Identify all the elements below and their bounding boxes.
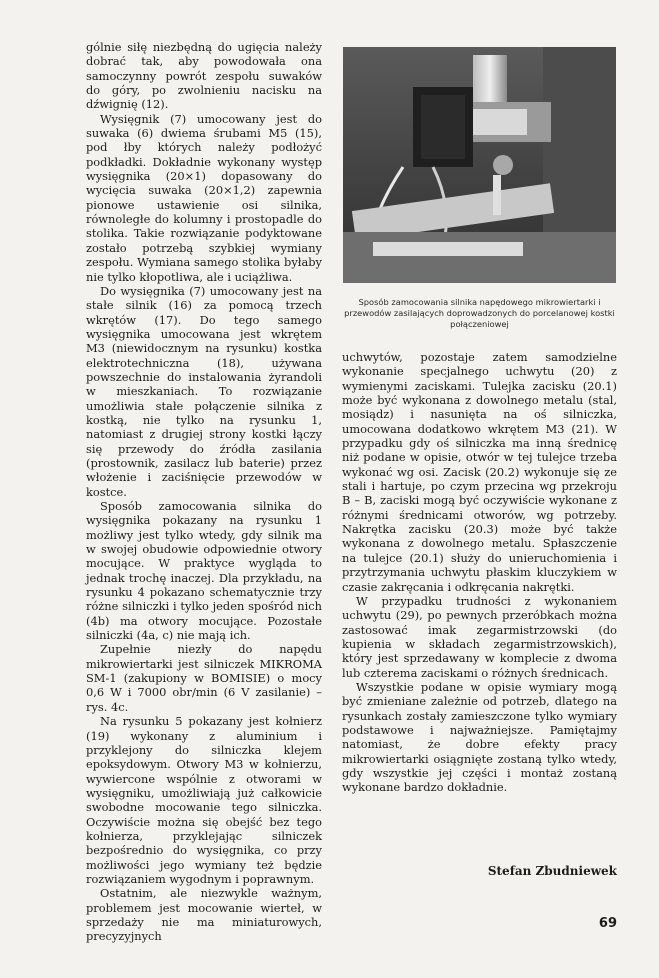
photo-caption: Sposób zamocowania silnika napędowego mikrowiertarki i przewodów zasilających doprowadzonych do porcelanowej kostki połączeniowej (344, 297, 615, 329)
paragraph: Wysięgnik (7) umocowany jest do suwaka (6) dwiema śrubami M5 (15), pod łby których należy podłożyć podkładki. Dokładnie wykonany występ wysięgnika (20×1) dopasowany do wycięcia suwaka (20×1,2) zapewnia pionowe ustawienie osi silnika, równoległe do kolumny i prostopadle do stolika. Takie rozwiązanie podyktowane zostało potrzebą szybkiej wymiany zespołu. Wymiana samego stolika byłaby nie tylko kłopotliwa, ale i uciążliwa. (86, 111, 322, 284)
paragraph: Wszystkie podane w opisie wymiary mogą być zmieniane zależnie od potrzeb, dlatego na rysunkach zostały zamieszczone tylko wymiary podstawowe i najważniejsze. Pamiętajmy natomiast, że dobre efekty pracy mikrowiertarki osiągnięte zostaną tylko wtedy, gdy wszystkie jej części i montaż zostaną wykonane bardzo dokładnie. (342, 679, 617, 795)
paragraph: uchwytów, pozostaje zatem samodzielne wykonanie specjalnego uchwytu (20) z wymienymi zaciskami. Tulejka zacisku (20.1) może być wykonana z dowolnego metalu (stal, mosiądz) i nasunięta na oś silniczka, umocowana dodatkowo wkrętem M3 (21). W przypadku gdy oś silniczka ma inną średnicę niż podane w opisie, otwór w tej tulejce trzeba wykonać wg osi. Zacisk (20.2) wykonuje się ze stali i hartuje, po czym przecina wg przekroju B – B, zaciski mogą być oczywiście wykonane z różnymi średnicami otworów, wg potrzeby. Nakrętka zacisku (20.3) może być także wykonana z dowolnego metalu. Spłaszczenie na tulejce (20.1) służy do unieruchomienia i przytrzymania uchwytu płaskim kluczykiem w czasie zakręcania i odkręcania nakrętki. (342, 350, 617, 594)
article-right-column (342, 350, 617, 795)
author-signature: Stefan Zbudniewek (487, 864, 617, 878)
photo-image (343, 47, 616, 283)
paragraph: Na rysunku 5 pokazany jest kołnierz (19) wykonany z aluminium i przyklejony do silniczka klejem epoksydowym. Otwory M3 w kołnierzu, wywiercone wspólnie z otworami w wysięgniku, umożliwiają już całkowicie swobodne mocowanie tego silniczka. Oczywiście można się obejść bez tego kołnierza, przyklejając silniczek bezpośrednio do wysięgnika, co przy możliwości jego wymiany też będzie rozwiązaniem wygodnym i poprawnym. (86, 714, 322, 886)
paragraph: W przypadku trudności z wykonaniem uchwytu (29), po pewnych przeróbkach można zastosować imak zegarmistrzowski (do kupienia w składach zegarmistrzowskich), który jest sprzedawany w komplecie z dwoma lub czterema zaciskami o różnych średnicach. (342, 593, 617, 680)
motor-mount-photo (343, 47, 616, 283)
page-number: 69 (598, 916, 617, 931)
paragraph: gólnie siłę niezbędną do ugięcia należy dobrać tak, aby powodowała ona samoczynny powrót zespołu suwaków do góry, po zwolnieniu nacisku na dźwignię (12). (86, 40, 322, 112)
paragraph: Do wysięgnika (7) umocowany jest na stałe silnik (16) za pomocą trzech wkrętów (17). Do tego samego wysięgnika umocowana jest wkrętem M3 (niewidocznym na rysunku) kostka elektrotechniczna (18), używana powszechnie do instalowania żyrandoli w mieszkaniach. To rozwiązanie umożliwia stałe połączenie silnika z kostką, nie tylko na rysunku 1, natomiast z drugiej strony kostki łączy się przewody do źródła zasilania (prostownik, zasilacz lub baterie) przez włożenie i zaciśnięcie przewodów w kostce. (86, 283, 322, 499)
article-left-column (86, 40, 322, 944)
paragraph: Ostatnim, ale niezwykle ważnym, problemem jest mocowanie wierteł, w sprzedaży nie ma miniaturowych, precyzyjnych (86, 886, 322, 944)
paragraph: Zupełnie niezły do napędu mikrowiertarki jest silniczek MIKROMA SM-1 (zakupiony w BOMISIE) o mocy 0,6 W i 7000 obr/min (6 V zasilanie) – rys. 4c. (86, 642, 322, 714)
paragraph: Sposób zamocowania silnika do wysięgnika pokazany na rysunku 1 możliwy jest tylko wtedy, gdy silnik ma w swojej obudowie odpowiednie otwory mocujące. W praktyce wygląda to jednak trochę inaczej. Dla przykładu, na rysunku 4 pokazano schematycznie trzy różne silniczki i tylko jeden spośród nich (4b) ma otwory mocujące. Pozostałe silniczki (4a, c) nie mają ich. (86, 499, 322, 643)
